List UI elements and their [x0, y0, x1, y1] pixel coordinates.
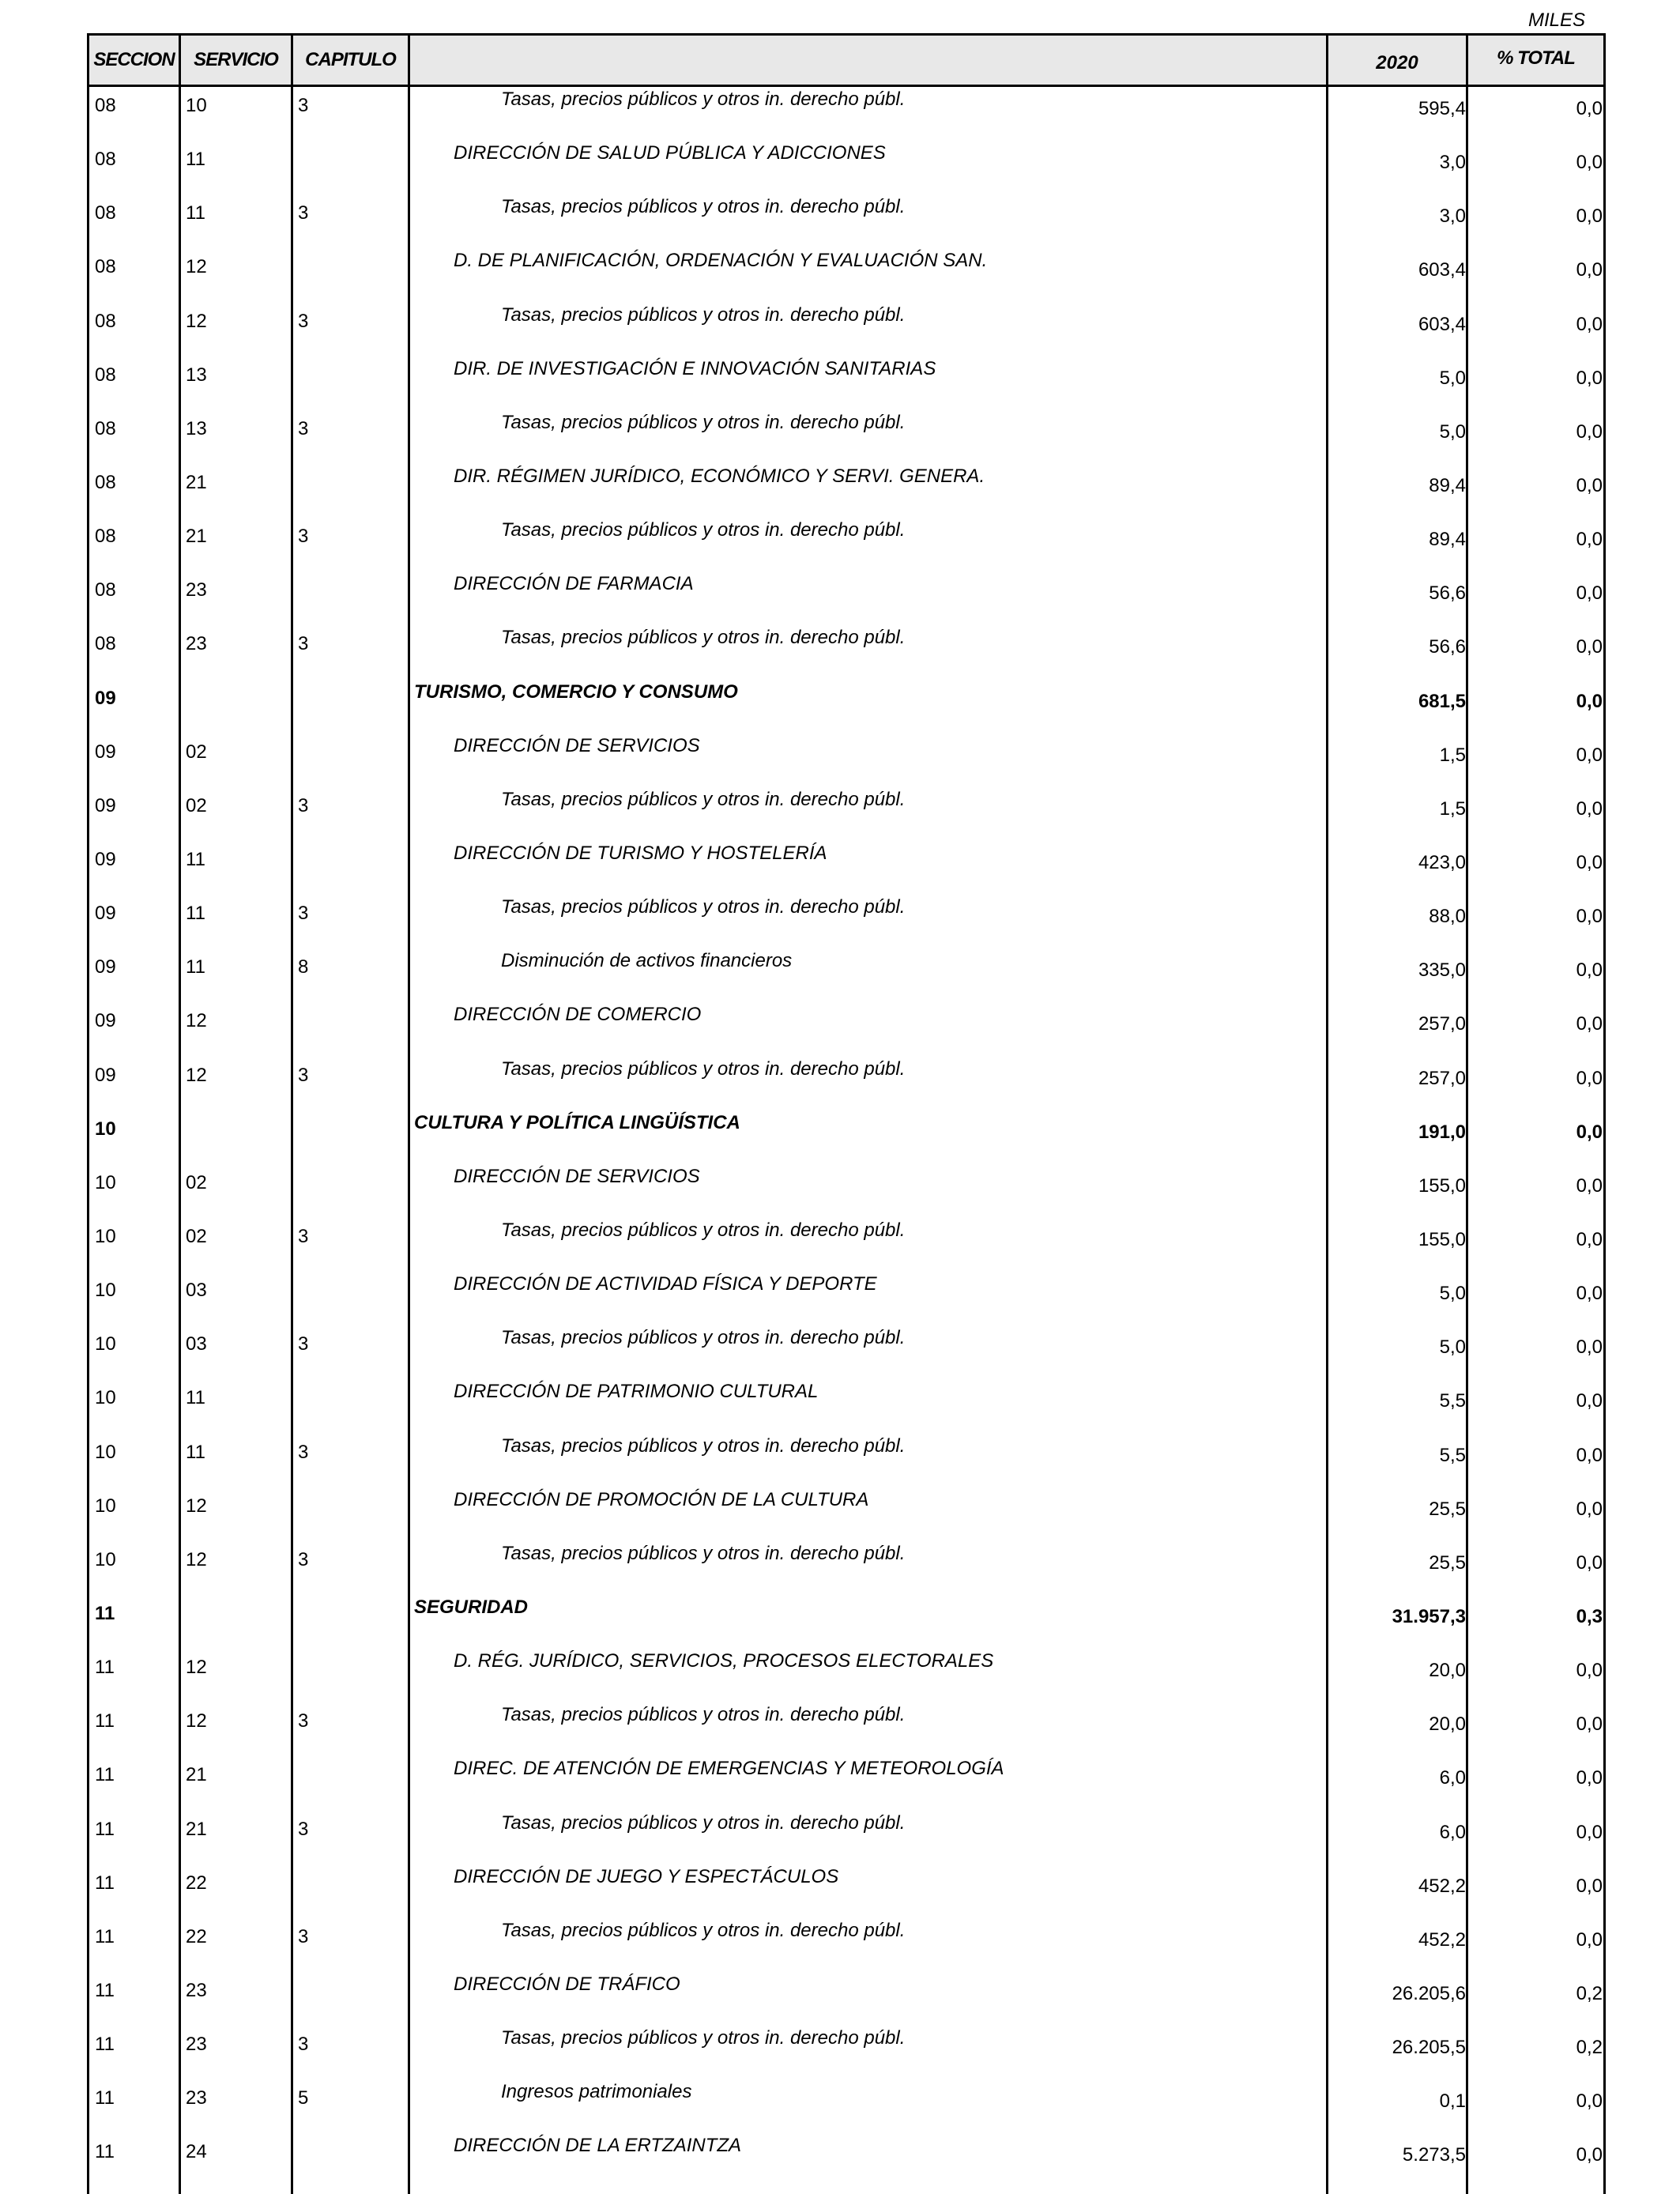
table-row	[87, 356, 1606, 410]
cell-servicio: 13	[186, 417, 207, 439]
cell-importe: 257,0	[1418, 1013, 1466, 1035]
cell-capitulo: 3	[298, 2034, 309, 2056]
cell-importe: 89,4	[1429, 474, 1466, 496]
cell-capitulo: 3	[298, 310, 309, 332]
cell-importe: 3,0	[1439, 152, 1466, 174]
cell-servicio: 12	[186, 1010, 207, 1032]
cell-servicio: 03	[186, 1280, 207, 1302]
header-descripcion	[410, 36, 1326, 85]
budget-table	[87, 33, 1606, 2194]
cell-servicio: 12	[186, 1548, 207, 1570]
cell-pct-total: 0,0	[1576, 959, 1603, 982]
table-row	[87, 2079, 1606, 2133]
cell-seccion: 11	[95, 2141, 115, 2163]
cell-descripcion: DIRECCIÓN DE ACTIVIDAD FÍSICA Y DEPORTE	[454, 1273, 877, 1295]
cell-servicio: 03	[186, 1333, 207, 1355]
cell-descripcion: DIREC. DE ATENCIÓN DE EMERGENCIAS Y METEOROLOGÍA	[454, 1758, 1004, 1780]
cell-seccion: 09	[95, 1064, 116, 1086]
cell-seccion: 10	[95, 1441, 116, 1463]
cell-importe: 5,0	[1439, 1336, 1466, 1359]
cell-seccion: 11	[95, 1710, 115, 1732]
cell-pct-total: 0,0	[1576, 582, 1603, 605]
cell-pct-total: 0,0	[1576, 1498, 1603, 1520]
cell-importe: 452,2	[1418, 1875, 1466, 1897]
cell-descripcion: DIR. DE INVESTIGACIÓN E INNOVACIÓN SANITARIAS	[454, 357, 936, 379]
cell-descripcion: Tasas, precios públicos y otros in. derecho públ.	[501, 896, 906, 918]
cell-seccion: 08	[95, 95, 116, 116]
cell-importe: 56,6	[1429, 582, 1466, 605]
cell-pct-total: 0,0	[1576, 1713, 1603, 1736]
table-row	[87, 787, 1606, 841]
cell-importe: 423,0	[1418, 851, 1466, 873]
cell-servicio: 23	[186, 633, 207, 655]
cell-descripcion: DIRECCIÓN DE TURISMO Y HOSTELERÍA	[454, 842, 827, 864]
cell-servicio: 21	[186, 1764, 207, 1786]
cell-servicio: 21	[186, 1818, 207, 1840]
cell-descripcion: DIRECCIÓN DE TRÁFICO	[454, 1973, 680, 1995]
cell-importe: 89,4	[1429, 529, 1466, 551]
cell-pct-total: 0,0	[1576, 2144, 1603, 2166]
cell-importe: 5.273,5	[1402, 2144, 1466, 2166]
cell-seccion: 11	[95, 1979, 115, 2001]
table-row	[87, 1110, 1606, 1164]
cell-seccion: 10	[95, 1118, 116, 1140]
cell-importe: 88,0	[1429, 906, 1466, 928]
cell-capitulo: 3	[298, 1925, 309, 1947]
cell-pct-total: 0,0	[1576, 744, 1603, 766]
cell-importe: 191,0	[1418, 1121, 1466, 1143]
cell-capitulo: 3	[298, 526, 309, 548]
header-capitulo: CAPITULO	[305, 49, 396, 70]
cell-pct-total: 0,0	[1576, 1067, 1603, 1089]
cell-seccion: 11	[95, 2087, 115, 2109]
table-row	[87, 1702, 1606, 1756]
cell-pct-total: 0,0	[1576, 690, 1603, 712]
cell-seccion: 09	[95, 903, 116, 925]
cell-pct-total: 0,0	[1576, 1444, 1603, 1466]
cell-importe: 5,5	[1439, 1444, 1466, 1466]
cell-seccion: 11	[95, 1764, 115, 1786]
cell-servicio: 10	[186, 95, 207, 116]
header-year: 2020	[1376, 52, 1418, 74]
cell-servicio: 23	[186, 2034, 207, 2056]
cell-descripcion: Tasas, precios públicos y otros in. derecho públ.	[501, 788, 906, 810]
cell-capitulo: 3	[298, 1548, 309, 1570]
cell-descripcion: Tasas, precios públicos y otros in. derecho públ.	[501, 1219, 906, 1241]
table-row	[87, 141, 1606, 194]
table-row	[87, 1002, 1606, 1056]
cell-descripcion: CULTURA Y POLÍTICA LINGÜÍSTICA	[414, 1111, 740, 1133]
cell-seccion: 10	[95, 1387, 116, 1409]
cell-descripcion: Tasas, precios públicos y otros in. derecho públ.	[501, 303, 906, 326]
cell-servicio: 11	[186, 903, 205, 925]
cell-servicio: 11	[186, 956, 205, 978]
cell-seccion: 10	[95, 1225, 116, 1247]
cell-descripcion: D. DE PLANIFICACIÓN, ORDENACIÓN Y EVALUACIÓN SAN.	[454, 250, 988, 272]
cell-pct-total: 0,0	[1576, 313, 1603, 335]
cell-seccion: 08	[95, 149, 116, 171]
cell-pct-total: 0,0	[1576, 1767, 1603, 1789]
table-row	[87, 1649, 1606, 1702]
cell-servicio: 11	[186, 149, 205, 171]
cell-seccion: 10	[95, 1280, 116, 1302]
cell-importe: 1,5	[1439, 744, 1466, 766]
cell-servicio: 22	[186, 1872, 207, 1894]
cell-importe: 6,0	[1439, 1821, 1466, 1843]
cell-importe: 1,5	[1439, 797, 1466, 820]
cell-servicio: 23	[186, 1979, 207, 2001]
cell-pct-total: 0,0	[1576, 1283, 1603, 1305]
cell-descripcion: DIRECCIÓN DE FARMACIA	[454, 573, 694, 595]
cell-pct-total: 0,0	[1576, 1660, 1603, 1682]
cell-importe: 25,5	[1429, 1551, 1466, 1574]
cell-importe: 155,0	[1418, 1174, 1466, 1197]
table-row	[87, 1541, 1606, 1595]
cell-pct-total: 0,0	[1576, 205, 1603, 228]
cell-importe: 5,0	[1439, 420, 1466, 443]
cell-descripcion: Tasas, precios públicos y otros in. derecho públ.	[501, 627, 906, 649]
cell-capitulo: 5	[298, 2087, 309, 2109]
cell-importe: 5,0	[1439, 367, 1466, 389]
cell-capitulo: 3	[298, 1333, 309, 1355]
table-row	[87, 625, 1606, 679]
cell-servicio: 02	[186, 1225, 207, 1247]
cell-descripcion: Tasas, precios públicos y otros in. derecho públ.	[501, 1704, 906, 1726]
table-row	[87, 1918, 1606, 1972]
units-label: MILES	[1527, 9, 1585, 31]
cell-importe: 681,5	[1418, 690, 1466, 712]
cell-descripcion: Tasas, precios públicos y otros in. derecho públ.	[501, 1811, 906, 1834]
header-servicio: SERVICIO	[194, 49, 278, 70]
cell-servicio: 23	[186, 579, 207, 601]
cell-importe: 25,5	[1429, 1498, 1466, 1520]
cell-seccion: 08	[95, 417, 116, 439]
cell-importe: 56,6	[1429, 636, 1466, 658]
cell-seccion: 08	[95, 310, 116, 332]
table-row	[87, 2133, 1606, 2187]
cell-descripcion: Tasas, precios públicos y otros in. derecho públ.	[501, 1057, 906, 1080]
cell-importe: 20,0	[1429, 1713, 1466, 1736]
cell-pct-total: 0,0	[1576, 1013, 1603, 1035]
cell-servicio: 21	[186, 526, 207, 548]
cell-importe: 595,4	[1418, 98, 1466, 119]
cell-descripcion: Tasas, precios públicos y otros in. derecho públ.	[501, 89, 906, 110]
cell-pct-total: 0,0	[1576, 1928, 1603, 1951]
cell-seccion: 08	[95, 579, 116, 601]
cell-servicio: 13	[186, 364, 207, 386]
table-row	[87, 1811, 1606, 1864]
table-row	[87, 410, 1606, 464]
cell-importe: 5,5	[1439, 1390, 1466, 1412]
table-row	[87, 2026, 1606, 2079]
table-row	[87, 464, 1606, 518]
cell-descripcion: DIRECCIÓN DE LA ERTZAINTZA	[454, 2135, 742, 2157]
cell-seccion: 09	[95, 687, 116, 709]
cell-descripcion: Tasas, precios públicos y otros in. derecho públ.	[501, 1434, 906, 1457]
table-row	[87, 248, 1606, 302]
cell-pct-total: 0,0	[1576, 529, 1603, 551]
cell-seccion: 09	[95, 848, 116, 870]
cell-importe: 31.957,3	[1392, 1605, 1466, 1627]
cell-capitulo: 8	[298, 956, 309, 978]
cell-seccion: 09	[95, 1010, 116, 1032]
header-pct-total: % TOTAL	[1497, 47, 1575, 69]
table-row	[87, 1434, 1606, 1487]
cell-descripcion: Ingresos patrimoniales	[501, 2081, 692, 2103]
cell-servicio: 12	[186, 310, 207, 332]
cell-pct-total: 0,2	[1576, 2037, 1603, 2059]
cell-servicio: 12	[186, 1064, 207, 1086]
table-row	[87, 518, 1606, 571]
cell-pct-total: 0,0	[1576, 98, 1603, 119]
cell-servicio: 21	[186, 471, 207, 493]
cell-capitulo: 3	[298, 1225, 309, 1247]
cell-pct-total: 0,0	[1576, 1121, 1603, 1143]
cell-importe: 603,4	[1418, 313, 1466, 335]
cell-capitulo: 3	[298, 417, 309, 439]
table-row	[87, 1595, 1606, 1649]
cell-seccion: 08	[95, 256, 116, 278]
cell-seccion: 10	[95, 1333, 116, 1355]
cell-descripcion: DIRECCIÓN DE PROMOCIÓN DE LA CULTURA	[454, 1488, 869, 1510]
cell-pct-total: 0,0	[1576, 1875, 1603, 1897]
cell-importe: 0,1	[1439, 2090, 1466, 2113]
cell-seccion: 10	[95, 1548, 116, 1570]
cell-seccion: 11	[95, 2034, 115, 2056]
table-row	[87, 571, 1606, 625]
cell-descripcion: Tasas, precios públicos y otros in. derecho públ.	[501, 1542, 906, 1564]
cell-descripcion: DIRECCIÓN DE COMERCIO	[454, 1004, 702, 1026]
table-row	[87, 1218, 1606, 1272]
header-seccion: SECCION	[93, 49, 175, 70]
cell-servicio: 12	[186, 256, 207, 278]
cell-descripcion: Disminución de activos financieros	[501, 950, 793, 972]
cell-seccion: 09	[95, 956, 116, 978]
cell-pct-total: 0,0	[1576, 1821, 1603, 1843]
cell-importe: 335,0	[1418, 959, 1466, 982]
cell-pct-total: 0,0	[1576, 420, 1603, 443]
cell-seccion: 09	[95, 741, 116, 763]
cell-importe: 155,0	[1418, 1228, 1466, 1250]
cell-importe: 257,0	[1418, 1067, 1466, 1089]
cell-seccion: 10	[95, 1171, 116, 1193]
cell-servicio: 23	[186, 2087, 207, 2109]
cell-servicio: 22	[186, 1925, 207, 1947]
cell-seccion: 09	[95, 794, 116, 816]
table-row	[87, 733, 1606, 787]
cell-importe: 3,0	[1439, 205, 1466, 228]
cell-descripcion: SEGURIDAD	[414, 1596, 529, 1618]
cell-pct-total: 0,0	[1576, 474, 1603, 496]
table-row	[87, 895, 1606, 948]
cell-pct-total: 0,0	[1576, 1228, 1603, 1250]
cell-seccion: 10	[95, 1495, 116, 1517]
cell-servicio: 11	[186, 848, 205, 870]
table-row	[87, 1487, 1606, 1541]
cell-seccion: 11	[95, 1657, 115, 1679]
cell-descripcion: DIR. RÉGIMEN JURÍDICO, ECONÓMICO Y SERVI. GENERA.	[454, 465, 985, 487]
table-row	[87, 87, 1606, 141]
cell-descripcion: Tasas, precios públicos y otros in. derecho públ.	[501, 1919, 906, 1941]
cell-descripcion: Tasas, precios públicos y otros in. derecho públ.	[501, 2027, 906, 2049]
cell-capitulo: 3	[298, 633, 309, 655]
cell-servicio: 11	[186, 1387, 205, 1409]
cell-seccion: 08	[95, 364, 116, 386]
cell-pct-total: 0,0	[1576, 367, 1603, 389]
cell-capitulo: 3	[298, 1064, 309, 1086]
table-row	[87, 194, 1606, 248]
cell-descripcion: Tasas, precios públicos y otros in. derecho públ.	[501, 196, 906, 218]
table-row	[87, 1325, 1606, 1379]
cell-capitulo: 3	[298, 95, 309, 116]
cell-importe: 5,0	[1439, 1283, 1466, 1305]
table-row	[87, 1864, 1606, 1918]
cell-importe: 26.205,5	[1392, 2037, 1466, 2059]
cell-pct-total: 0,0	[1576, 851, 1603, 873]
table-row	[87, 1379, 1606, 1433]
cell-servicio: 12	[186, 1710, 207, 1732]
cell-capitulo: 3	[298, 1441, 309, 1463]
cell-descripcion: DIRECCIÓN DE SALUD PÚBLICA Y ADICCIONES	[454, 142, 886, 164]
cell-seccion: 08	[95, 526, 116, 548]
cell-descripcion: Tasas, precios públicos y otros in. derecho públ.	[501, 1327, 906, 1349]
table-row	[87, 948, 1606, 1002]
cell-descripcion: DIRECCIÓN DE SERVICIOS	[454, 1165, 700, 1187]
cell-servicio: 02	[186, 741, 207, 763]
table-body	[87, 87, 1606, 2187]
table-row	[87, 303, 1606, 356]
cell-pct-total: 0,0	[1576, 1551, 1603, 1574]
table-row	[87, 1164, 1606, 1218]
table-row	[87, 841, 1606, 895]
cell-pct-total: 0,3	[1576, 1605, 1603, 1627]
cell-descripcion: Tasas, precios públicos y otros in. derecho públ.	[501, 411, 906, 433]
cell-servicio: 24	[186, 2141, 207, 2163]
table-row	[87, 1972, 1606, 2026]
cell-importe: 452,2	[1418, 1928, 1466, 1951]
cell-pct-total: 0,0	[1576, 2090, 1603, 2113]
cell-descripcion: DIRECCIÓN DE SERVICIOS	[454, 734, 700, 756]
cell-seccion: 11	[95, 1602, 115, 1624]
cell-pct-total: 0,0	[1576, 1390, 1603, 1412]
cell-capitulo: 3	[298, 903, 309, 925]
cell-pct-total: 0,2	[1576, 1982, 1603, 2004]
table-row	[87, 1756, 1606, 1810]
cell-importe: 603,4	[1418, 259, 1466, 281]
table-row	[87, 680, 1606, 733]
cell-pct-total: 0,0	[1576, 906, 1603, 928]
cell-servicio: 12	[186, 1657, 207, 1679]
cell-pct-total: 0,0	[1576, 259, 1603, 281]
cell-seccion: 08	[95, 471, 116, 493]
cell-servicio: 11	[186, 1441, 205, 1463]
cell-pct-total: 0,0	[1576, 797, 1603, 820]
cell-servicio: 12	[186, 1495, 207, 1517]
cell-capitulo: 3	[298, 1818, 309, 1840]
cell-descripcion: DIRECCIÓN DE PATRIMONIO CULTURAL	[454, 1381, 819, 1403]
cell-seccion: 08	[95, 202, 116, 224]
table-row	[87, 1057, 1606, 1110]
cell-seccion: 11	[95, 1818, 115, 1840]
cell-importe: 26.205,6	[1392, 1982, 1466, 2004]
cell-descripcion: TURISMO, COMERCIO Y CONSUMO	[414, 680, 738, 703]
cell-seccion: 08	[95, 633, 116, 655]
cell-capitulo: 3	[298, 794, 309, 816]
cell-importe: 6,0	[1439, 1767, 1466, 1789]
table-row	[87, 1272, 1606, 1325]
cell-descripcion: D. RÉG. JURÍDICO, SERVICIOS, PROCESOS ELECTORALES	[454, 1650, 994, 1672]
cell-pct-total: 0,0	[1576, 1336, 1603, 1359]
cell-seccion: 11	[95, 1872, 115, 1894]
cell-capitulo: 3	[298, 202, 309, 224]
cell-pct-total: 0,0	[1576, 636, 1603, 658]
cell-capitulo: 3	[298, 1710, 309, 1732]
cell-pct-total: 0,0	[1576, 1174, 1603, 1197]
cell-importe: 20,0	[1429, 1660, 1466, 1682]
cell-descripcion: Tasas, precios públicos y otros in. derecho públ.	[501, 519, 906, 541]
cell-descripcion: DIRECCIÓN DE JUEGO Y ESPECTÁCULOS	[454, 1865, 839, 1887]
cell-servicio: 11	[186, 202, 205, 224]
cell-servicio: 02	[186, 1171, 207, 1193]
cell-seccion: 11	[95, 1925, 115, 1947]
cell-servicio: 02	[186, 794, 207, 816]
cell-pct-total: 0,0	[1576, 152, 1603, 174]
